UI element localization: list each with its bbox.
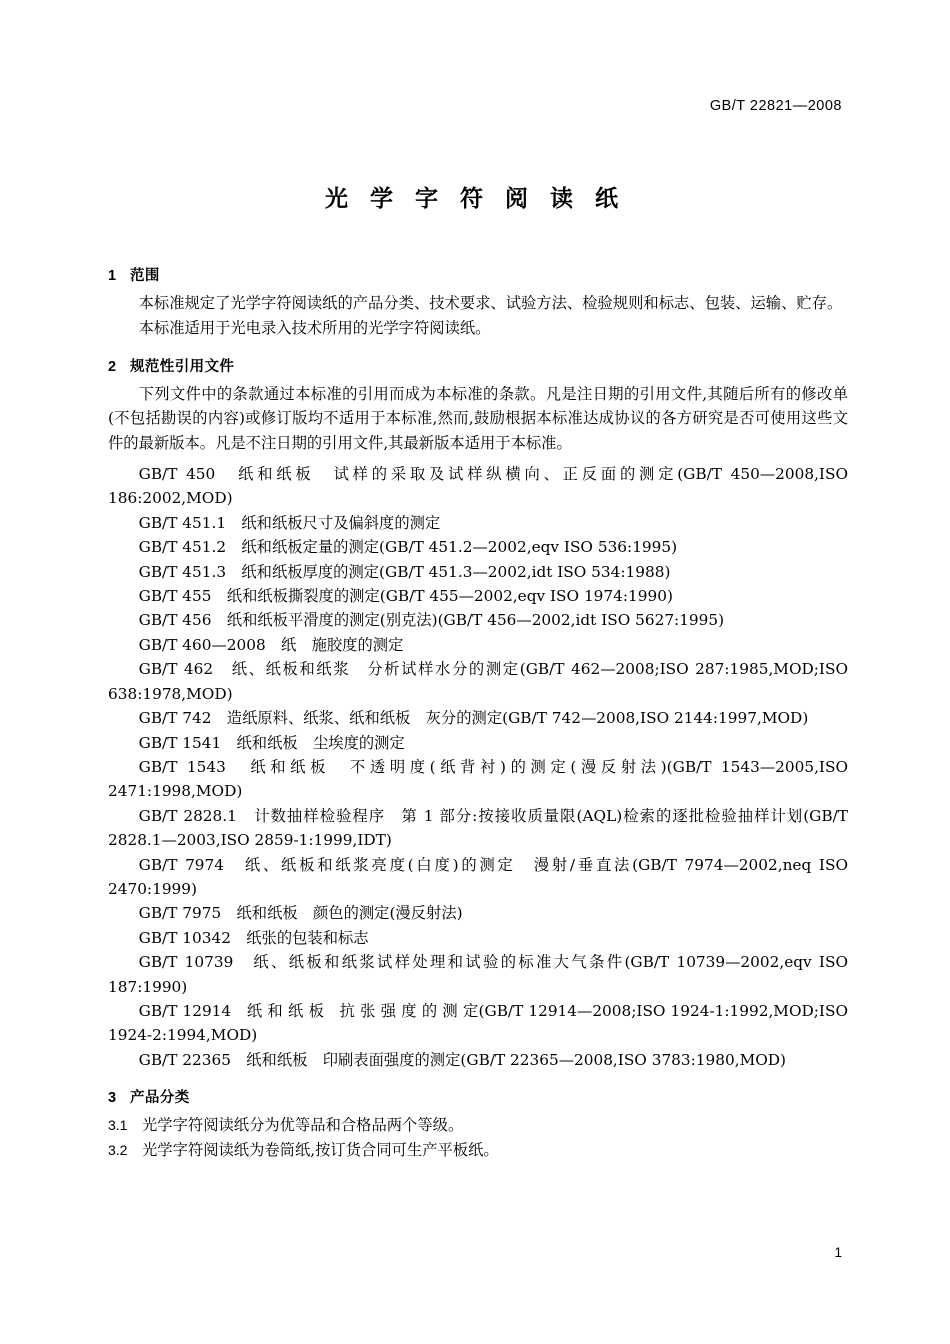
section-2-paragraph-1: 下列文件中的条款通过本标准的引用而成为本标准的条款。凡是注日期的引用文件,其随后所有的修改单(不包括勘误的内容)或修订版均不适用于本标准,然而,鼓励根据本标准达成协议的各方研究是否可使用这些文件的最新版本。凡是不注日期的引用文件,其最新版本适用于本标准。: [108, 384, 848, 452]
list-item-label: 3.2: [108, 1142, 128, 1159]
reference-item: GB/T 456 纸和纸板平滑度的测定(别克法)(GB/T 456—2002,idt ISO 5627:1995): [138, 611, 725, 630]
section-heading-2: [108, 355, 848, 376]
reference-item: GB/T 10342 纸张的包装和标志: [138, 928, 369, 947]
reference-item: GB/T 451.2 纸和纸板定量的测定(GB/T 451.2—2002,eqv ISO 536:1995): [138, 538, 678, 557]
section-1-paragraph-1: 本标准规定了光学字符阅读纸的产品分类、技术要求、试验方法、检验规则和标志、包装、运输、贮存。: [138, 294, 843, 312]
reference-item: GB/T 455 纸和纸板撕裂度的测定(GB/T 455—2002,eqv ISO 1974:1990): [138, 587, 673, 606]
list-item-text: 光学字符阅读纸分为优等品和合格品两个等级。: [142, 1116, 464, 1135]
section-title-2: 规范性引用文件: [130, 358, 235, 375]
page-number: 1: [834, 1245, 842, 1260]
document-body: [108, 250, 848, 1163]
reference-item: GB/T 451.1 纸和纸板尺寸及偏斜度的测定: [138, 513, 441, 532]
reference-item: GB/T 7975 纸和纸板 颜色的测定(漫反射法): [138, 904, 463, 923]
reference-item: GB/T 1543 纸和纸板 不透明度(纸背衬)的测定(漫反射法)(GB/T 1543—2005,ISO 2471:1998,MOD): [108, 757, 848, 801]
list-item: [108, 1138, 848, 1163]
page-header-standard-code: GB/T 22821—2008: [709, 98, 842, 114]
reference-item: GB/T 450 纸和纸板 试样的采取及试样纵横向、正反面的测定(GB/T 450—2008,ISO 186:2002,MOD): [108, 465, 848, 508]
reference-item: GB/T 462 纸、纸板和纸浆 分析试样水分的测定(GB/T 462—2008;ISO 287:1985,MOD;ISO 638:1978,MOD): [108, 660, 848, 703]
reference-item: GB/T 451.3 纸和纸板厚度的测定(GB/T 451.3—2002,idt ISO 534:1988): [138, 562, 671, 581]
reference-item: GB/T 22365 纸和纸板 印刷表面强度的测定(GB/T 22365—2008,ISO 3783:1980,MOD): [138, 1050, 787, 1069]
section-heading-1: [108, 264, 848, 285]
section-title-3: 产品分类: [130, 1090, 190, 1107]
section-heading-3: [108, 1086, 848, 1107]
list-item: [108, 1113, 848, 1138]
list-item-label: 3.1: [108, 1117, 128, 1134]
reference-item: GB/T 742 造纸原料、纸浆、纸和纸板 灰分的测定(GB/T 742—2008,ISO 2144:1997,MOD): [138, 709, 809, 728]
reference-item: GB/T 10739 纸、纸板和纸浆试样处理和试验的标准大气条件(GB/T 10739—2002,eqv ISO 187:1990): [108, 953, 848, 996]
section-number-1: 1: [108, 268, 117, 284]
section-number-3: 3: [108, 1090, 117, 1107]
section-title-1: 范围: [130, 268, 160, 284]
reference-item: GB/T 2828.1 计数抽样检验程序 第 1 部分:按接收质量限(AQL)检索的逐批检验抽样计划(GB/T 2828.1—2003,ISO 2859-1:1999,IDT): [108, 806, 848, 850]
section-1-paragraph-2: 本标准适用于光电录入技术所用的光学字符阅读纸。: [138, 319, 491, 338]
reference-item: GB/T 460—2008 纸 施胶度的测定: [138, 635, 404, 654]
reference-item: GB/T 12914 纸 和 纸 板 抗 张 强 度 的 测 定(GB/T 12914—2008;ISO 1924-1:1992,MOD;ISO 1924-2:1994,MOD): [108, 1001, 848, 1045]
reference-item: GB/T 7974 纸、纸板和纸浆亮度(白度)的测定 漫射/垂直法(GB/T 7974—2002,neq ISO 2470:1999): [108, 855, 848, 898]
document-title: 光 学 字 符 阅 读 纸: [324, 185, 626, 212]
list-item-text: 光学字符阅读纸为卷筒纸,按订货合同可生产平板纸。: [142, 1141, 499, 1160]
section-number-2: 2: [108, 358, 117, 375]
reference-item: GB/T 1541 纸和纸板 尘埃度的测定: [138, 733, 405, 752]
